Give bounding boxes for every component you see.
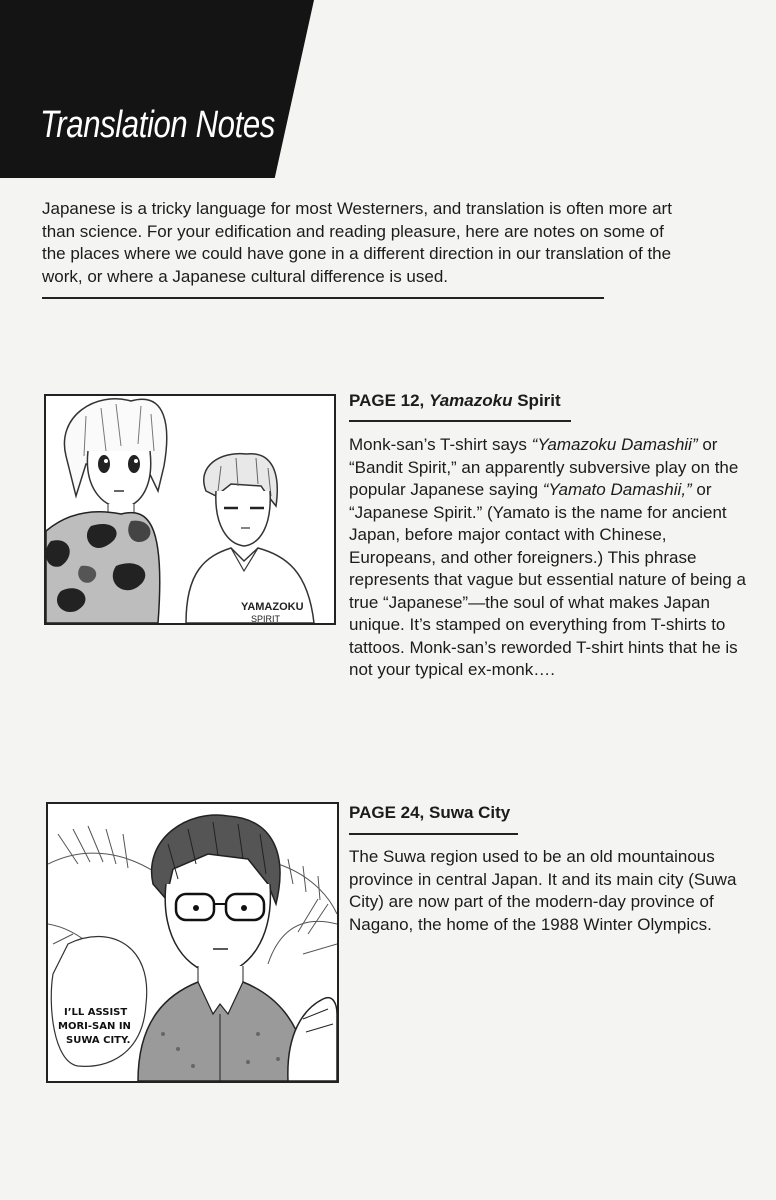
note-body-italic: “Yamazoku Damashii”: [531, 435, 698, 454]
speech-bubble-line2: MORI-SAN IN: [58, 1021, 131, 1032]
speech-bubble-line1: I’LL ASSIST: [64, 1007, 128, 1018]
intro-divider: [42, 297, 604, 299]
note-heading-suwa: PAGE 24, Suwa City: [349, 803, 511, 822]
page-title: Translation Notes: [40, 104, 275, 146]
shirt-text-line1: YAMAZOKU: [241, 601, 304, 613]
intro-paragraph: Japanese is a tricky language for most Westerners, and translation is often more art than science. For your edification and reading pleasure, here are notes on some of the places where we could have gone in a different direction in our translation of the work, or where a Japanese cultural difference is used.: [42, 199, 672, 286]
manga-illustration-1: [46, 396, 334, 623]
note-term: Yamazoku: [429, 391, 513, 410]
manga-panel-yamazoku: [44, 394, 336, 625]
note-body-italic: “Yamato Damashii,”: [542, 480, 692, 499]
note-body-suwa: The Suwa region used to be an old mountainous province in central Japan. It and its main city (Suwa City) are now part of the modern-day province of Nagano, the home of the 1988 Winter Olympics.: [349, 847, 737, 934]
note-term-suffix: Spirit: [517, 391, 561, 410]
manga-illustration-2: [48, 804, 337, 1081]
note-heading-yamazoku: [349, 391, 561, 411]
header-band: [0, 0, 314, 178]
note-body-text: or “Bandit Spirit,” an apparently subversive play on the popular Japanese saying: [349, 435, 739, 499]
note-heading-underline: [349, 420, 571, 422]
shirt-text-line2: SPIRIT: [251, 614, 281, 623]
manga-panel-suwa: [46, 802, 339, 1083]
speech-bubble-line3: SUWA CITY.: [66, 1035, 131, 1046]
note-body-yamazoku: [349, 434, 755, 682]
note-body-text: or “Japanese Spirit.” (Yamato is the name for ancient Japan, before major contact with Chinese, Europeans, and other foreigners.) This phrase represents that vague but essential nature of being a true “Japanese”—the soul of what makes Japan unique. It’s stamped on everything from T-shirts to tattoos. Monk-san’s reworded T-shirt hints that he is not your typical ex-monk….: [349, 480, 746, 679]
note-page-label: PAGE 12,: [349, 391, 425, 410]
note-body-text: Monk-san’s T-shirt says: [349, 435, 532, 454]
note-heading-underline: [349, 833, 518, 835]
